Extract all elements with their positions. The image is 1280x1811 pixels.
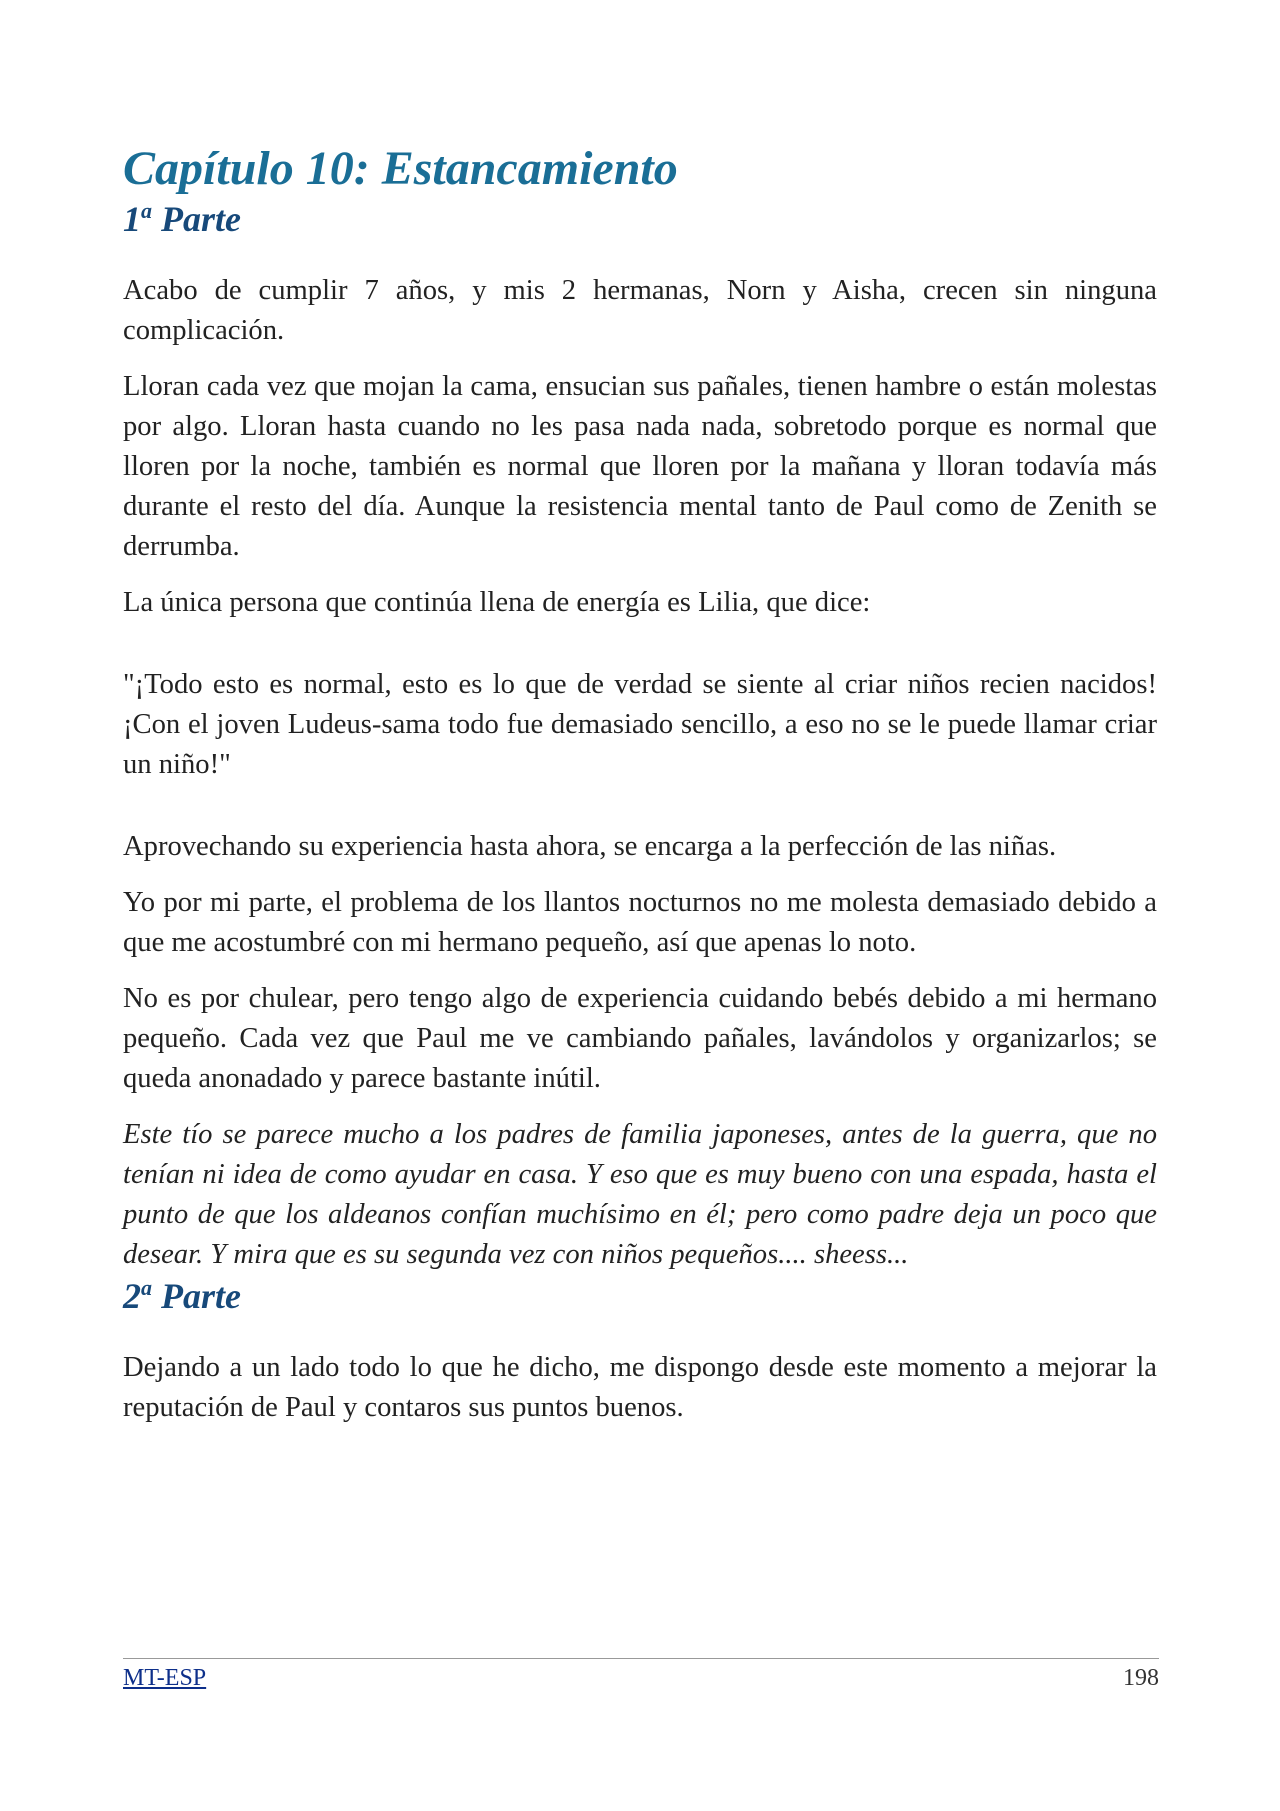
paragraph: No es por chulear, pero tengo algo de experiencia cuidando bebés debido a mi hermano pequeño. Cada vez que Paul me ve cambiando pañales, lavándolos y organizarlos; se queda anonadado y parece bastante inútil.	[123, 982, 1157, 1094]
footer-link[interactable]: MT-ESP	[123, 1665, 207, 1691]
section-number: 2	[123, 1275, 141, 1316]
ordinal-suffix: a	[141, 1274, 152, 1300]
page-number: 198	[1123, 1665, 1159, 1691]
paragraph: Acabo de cumplir 7 años, y mis 2 hermanas, Norn y Aisha, crecen sin ninguna complicación.	[123, 274, 1157, 346]
italic-aside-paragraph: Este tío se parece mucho a los padres de familia japoneses, antes de la guerra, que no tenían ni idea de como ayudar en casa. Y eso que es muy bueno con una espada, hasta el punto de que los aldeanos confían muchísimo en él; pero como padre deja un poco que desear. Y mira que es su segunda vez con niños pequeños.... sheess...	[123, 1118, 1157, 1270]
section-heading-2	[123, 1275, 1157, 1318]
paragraph: Aprovechando su experiencia hasta ahora, se encarga a la perfección de las niñas.	[123, 830, 1057, 862]
chapter-title: Capítulo 10: Estancamiento	[123, 142, 678, 195]
section-label: Parte	[161, 198, 241, 239]
section-label: Parte	[161, 1275, 241, 1316]
page-footer	[123, 1658, 1159, 1693]
section-number: 1	[123, 198, 141, 239]
paragraph: Dejando a un lado todo lo que he dicho, me dispongo desde este momento a mejorar la reputación de Paul y contaros sus puntos buenos.	[123, 1351, 1157, 1423]
section-heading-1	[123, 198, 1157, 241]
ordinal-suffix: a	[141, 197, 152, 223]
document-page	[123, 140, 1157, 1428]
quote-paragraph: "¡Todo esto es normal, esto es lo que de verdad se siente al criar niños recien nacidos! ¡Con el joven Ludeus-sama todo fue demasiado sencillo, a eso no se le puede llamar criar un niño!"	[123, 668, 1157, 780]
paragraph: Lloran cada vez que mojan la cama, ensucian sus pañales, tienen hambre o están molestas por algo. Lloran hasta cuando no les pasa nada nada, sobretodo porque es normal que lloren por la noche, también es normal que lloren por la mañana y lloran todavía más durante el resto del día. Aunque la resistencia mental tanto de Paul como de Zenith se derrumba.	[123, 370, 1157, 562]
paragraph: Yo por mi parte, el problema de los llantos nocturnos no me molesta demasiado debido a que me acostumbré con mi hermano pequeño, así que apenas lo noto.	[123, 886, 1157, 958]
paragraph: La única persona que continúa llena de energía es Lilia, que dice:	[123, 586, 871, 618]
